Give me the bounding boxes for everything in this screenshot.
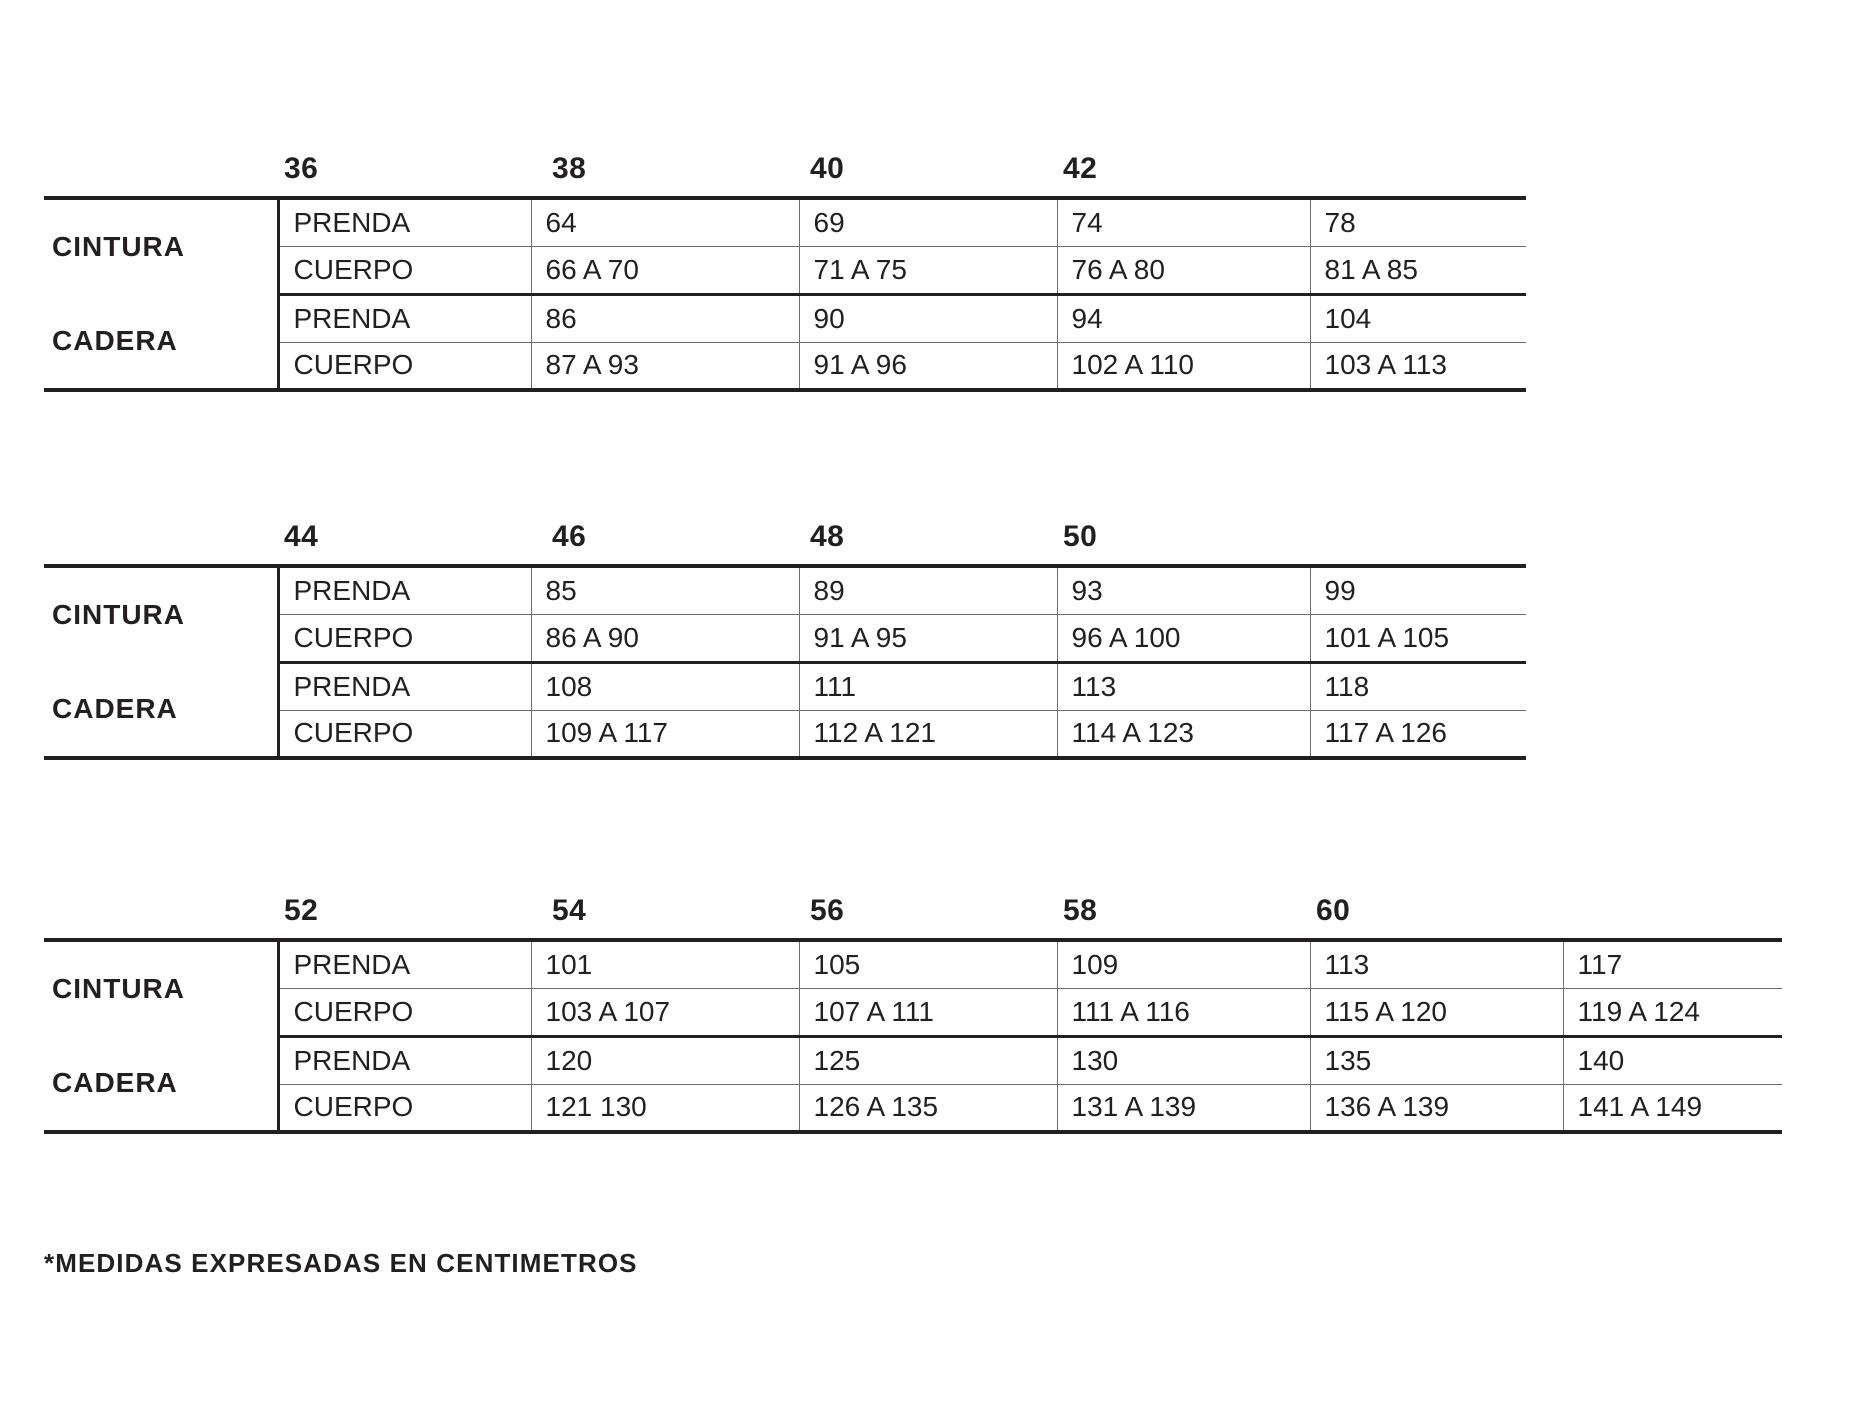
cell-cadera-prenda-52: 120 xyxy=(531,1036,799,1084)
cell-cintura-prenda-48: 93 xyxy=(1057,566,1310,614)
table-row xyxy=(44,198,1526,246)
cell-cintura-prenda-40: 74 xyxy=(1057,198,1310,246)
row-type-prenda: PRENDA xyxy=(278,662,531,710)
cell-cintura-prenda-36: 64 xyxy=(531,198,799,246)
measurements-table-3 xyxy=(44,938,1782,1134)
size-header-40: 40 xyxy=(810,152,845,185)
group-label-cadera: CADERA xyxy=(44,294,278,390)
cell-cadera-cuerpo-54: 126 A 135 xyxy=(799,1084,1057,1132)
size-header-60: 60 xyxy=(1316,894,1351,927)
size-block-3 xyxy=(44,882,1782,1134)
cell-cadera-prenda-54: 125 xyxy=(799,1036,1057,1084)
size-header-row-2 xyxy=(44,508,1526,554)
cell-cadera-cuerpo-42: 103 A 113 xyxy=(1324,349,1447,381)
cell-cintura-prenda-60: 117 xyxy=(1563,940,1782,988)
size-header-52: 52 xyxy=(284,894,319,927)
table-row xyxy=(44,1084,1782,1132)
cell-cintura-prenda-54: 105 xyxy=(799,940,1057,988)
group-label-cadera: CADERA xyxy=(44,1036,278,1132)
cell-cintura-cuerpo-38: 71 A 75 xyxy=(799,246,1057,294)
row-type-prenda: PRENDA xyxy=(278,940,531,988)
row-type-prenda: PRENDA xyxy=(278,198,531,246)
footnote-units: *MEDIDAS EXPRESADAS EN CENTIMETROS xyxy=(44,1248,638,1278)
cell-cintura-cuerpo-48: 96 A 100 xyxy=(1057,614,1310,662)
cell-cintura-cuerpo-60: 119 A 124 xyxy=(1563,988,1782,1036)
cell-cadera-cuerpo-44: 109 A 117 xyxy=(531,710,799,758)
cell-cintura-cuerpo-54: 107 A 111 xyxy=(799,988,1057,1036)
cell-cintura-cuerpo-36: 66 A 70 xyxy=(531,246,799,294)
cell-cadera-cuerpo-38: 91 A 96 xyxy=(799,342,1057,390)
size-header-58: 58 xyxy=(1063,894,1098,927)
cell-cintura-prenda-38: 69 xyxy=(799,198,1057,246)
size-block-1 xyxy=(44,140,1526,392)
cell-cadera-prenda-48: 113 xyxy=(1057,662,1310,710)
table-row xyxy=(44,988,1782,1036)
row-type-cuerpo: CUERPO xyxy=(278,246,531,294)
group-label-cintura: CINTURA xyxy=(44,940,278,1036)
cell-cintura-cuerpo-58: 115 A 120 xyxy=(1310,988,1563,1036)
row-type-prenda: PRENDA xyxy=(278,1036,531,1084)
table-row xyxy=(44,662,1526,710)
cell-cadera-cuerpo-50: 117 A 126 xyxy=(1324,717,1447,749)
cell-cadera-prenda-40: 94 xyxy=(1057,294,1310,342)
row-type-cuerpo: CUERPO xyxy=(278,614,531,662)
row-type-prenda: PRENDA xyxy=(278,294,531,342)
table-row xyxy=(44,940,1782,988)
table-row xyxy=(44,566,1526,614)
cell-cintura-prenda-42: 78 xyxy=(1310,198,1526,246)
row-type-cuerpo: CUERPO xyxy=(278,710,531,758)
size-header-54: 54 xyxy=(552,894,587,927)
cell-cadera-cuerpo-52: 121 130 xyxy=(531,1084,799,1132)
cell-cintura-prenda-50: 99 xyxy=(1310,566,1526,614)
cell-cintura-cuerpo-56: 111 A 116 xyxy=(1057,988,1310,1036)
size-header-56: 56 xyxy=(810,894,845,927)
size-header-42: 42 xyxy=(1063,152,1098,185)
cell-cadera-prenda-60: 140 xyxy=(1563,1036,1782,1084)
cell-cadera-prenda-36: 86 xyxy=(531,294,799,342)
cell-cadera-cuerpo-36: 87 A 93 xyxy=(531,342,799,390)
size-header-38: 38 xyxy=(552,152,587,185)
size-header-44: 44 xyxy=(284,520,319,553)
cell-cintura-prenda-46: 89 xyxy=(799,566,1057,614)
cell-cadera-cuerpo-60: 141 A 149 xyxy=(1577,1091,1703,1123)
cell-cintura-cuerpo-42: 81 A 85 xyxy=(1310,246,1526,294)
row-type-cuerpo: CUERPO xyxy=(278,342,531,390)
cell-cintura-cuerpo-44: 86 A 90 xyxy=(531,614,799,662)
cell-cintura-prenda-56: 109 xyxy=(1057,940,1310,988)
cell-cintura-cuerpo-46: 91 A 95 xyxy=(799,614,1057,662)
row-type-cuerpo: CUERPO xyxy=(278,988,531,1036)
cell-cadera-cuerpo-46: 112 A 121 xyxy=(799,710,1057,758)
cell-cadera-cuerpo-56: 131 A 139 xyxy=(1057,1084,1310,1132)
size-header-36: 36 xyxy=(284,152,319,185)
group-label-cintura: CINTURA xyxy=(44,566,278,662)
cell-cadera-cuerpo-58: 136 A 139 xyxy=(1310,1084,1563,1132)
cell-cintura-cuerpo-52: 103 A 107 xyxy=(531,988,799,1036)
measurements-table-2 xyxy=(44,564,1526,760)
cell-cadera-prenda-58: 135 xyxy=(1310,1036,1563,1084)
size-header-50: 50 xyxy=(1063,520,1098,553)
size-header-46: 46 xyxy=(552,520,587,553)
cell-cintura-prenda-58: 113 xyxy=(1310,940,1563,988)
cell-cadera-prenda-46: 111 xyxy=(799,662,1057,710)
cell-cintura-cuerpo-40: 76 A 80 xyxy=(1057,246,1310,294)
cell-cintura-cuerpo-50: 101 A 105 xyxy=(1310,614,1526,662)
cell-cadera-prenda-38: 90 xyxy=(799,294,1057,342)
row-type-prenda: PRENDA xyxy=(278,566,531,614)
size-header-48: 48 xyxy=(810,520,845,553)
row-type-cuerpo: CUERPO xyxy=(278,1084,531,1132)
table-row xyxy=(44,1036,1782,1084)
cell-cadera-prenda-44: 108 xyxy=(531,662,799,710)
cell-cintura-prenda-52: 101 xyxy=(531,940,799,988)
cell-cadera-prenda-56: 130 xyxy=(1057,1036,1310,1084)
size-block-2 xyxy=(44,508,1526,760)
table-row xyxy=(44,294,1526,342)
cell-cadera-prenda-42: 104 xyxy=(1310,294,1526,342)
measurements-table-1 xyxy=(44,196,1526,392)
cell-cintura-prenda-44: 85 xyxy=(531,566,799,614)
size-header-row-3 xyxy=(44,882,1782,928)
cell-cadera-cuerpo-40: 102 A 110 xyxy=(1057,342,1310,390)
size-header-row-1 xyxy=(44,140,1526,186)
group-label-cadera: CADERA xyxy=(44,662,278,758)
cell-cadera-prenda-50: 118 xyxy=(1310,662,1526,710)
cell-cadera-cuerpo-48: 114 A 123 xyxy=(1057,710,1310,758)
group-label-cintura: CINTURA xyxy=(44,198,278,294)
